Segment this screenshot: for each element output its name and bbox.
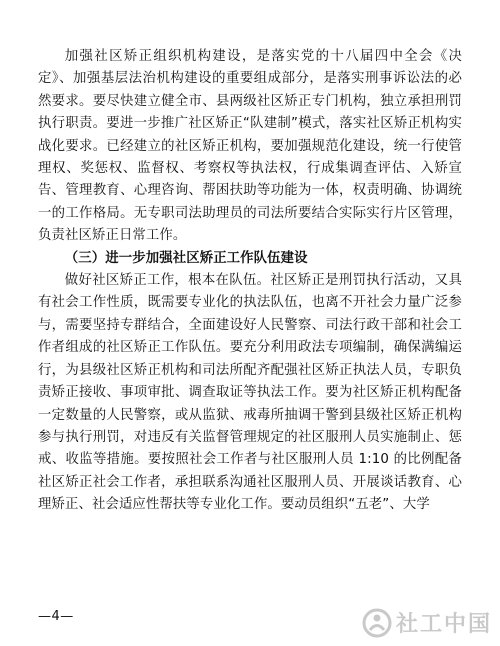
social-work-logo-icon (362, 608, 392, 638)
watermark (362, 607, 492, 638)
watermark-text: 社工中国 (395, 612, 492, 637)
body-paragraph: 加强社区矫正组织机构建设，是落实党的十八届四中全会《决定》、加强基层法治机构建设的重要组成部分，是落实刑事诉讼法的必然要求。要尽快建立健全市、县两级社区矫正专门机构，独立承担刑罚执行职责。要进一步推广社区矫正“队建制”模式，落实社区矫正机构实战化要求。已经建立的社区矫正机构，要加强规范化建设，统一行使管理权、奖惩权、监督权、考察权等执法权，行成集调查评估、入矫宣告、管理教育、心理咨询、帮困扶助等功能为一体，权责明确、协调统一的工作格局。无专职司法助理员的司法所要结合实际实行片区管理，负责社区矫正日常工作。 (38, 49, 462, 244)
document-body (38, 46, 462, 517)
section-heading: （三）进一步加强社区矫正工作队伍建设 (64, 250, 308, 266)
page-number: —4— (38, 609, 74, 624)
body-paragraph: 做好社区矫正工作，根本在队伍。社区矫正是刑罚执行活动，又具有社会工作性质，既需要专业化的执法队伍，也离不开社会力量广泛参与，需要坚持专群结合，全面建设好人民警察、司法行政干部和社会工作者组成的社区矫正工作队伍。要充分利用政法专项编制，确保满编运行，为县级社区矫正机构和司法所配齐配强社区矫正执法人员，专职负责矫正接收、事项审批、调查取证等执法工作。要为社区矫正机构配备一定数量的人民警察，或从监狱、戒毒所抽调干警到县级社区矫正机构参与执行刑罚，对违反有关监督管理规定的社区服刑人员实施制止、惩戒、收监等措施。要按照社会工作者与社区服刑人员 1:10 的比例配备社区矫正社会工作者，承担联系沟通社区服刑人员、开展谈话教育、心理矫正、社会适应性帮扶等专业化工作。要动员组织“五老”、大学 (38, 273, 462, 513)
